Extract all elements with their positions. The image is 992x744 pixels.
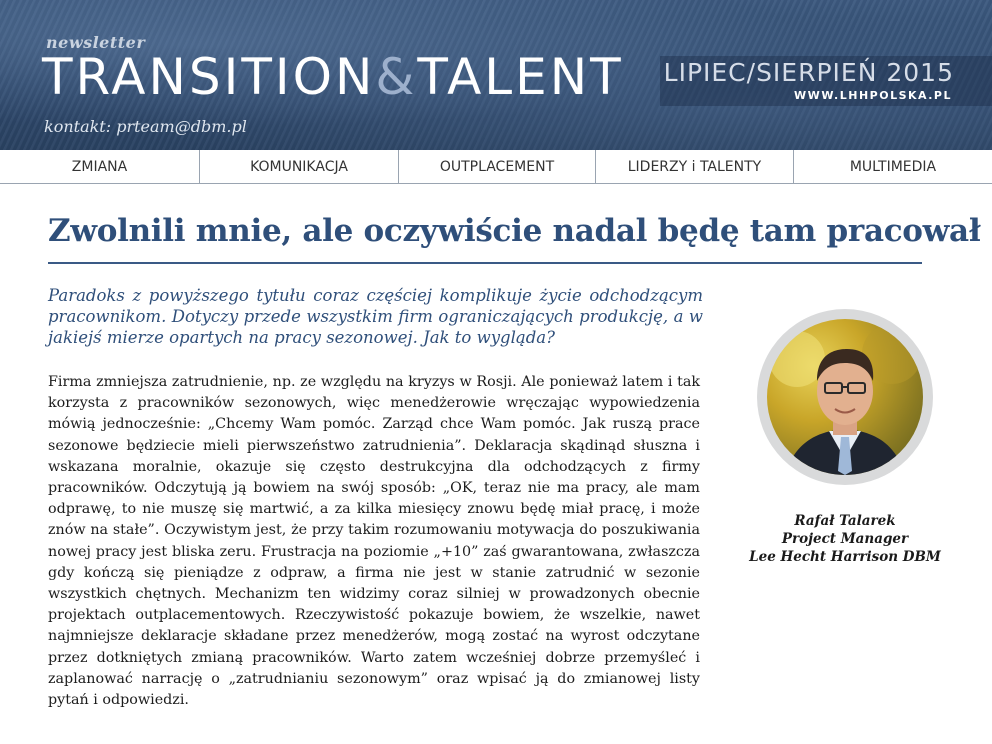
author-company: Lee Hecht Harrison DBM [749,549,941,565]
brand-logo [42,50,624,104]
author-name: Rafał Talarek [794,513,896,529]
brand-part-2: TALENT [417,48,624,106]
article-lead: Paradoks z powyższego tytułu coraz częściej komplikuje życie odchodzącym pracownikom. Dotyczy przede wszystkim firm ograniczających produkcję, a w jakiejś mierze opartych na pracy sezonowej. Jak to wygląda? [48,286,703,347]
author-photo-frame [757,309,933,485]
author-portrait [767,319,923,475]
title-divider [48,262,922,264]
masthead [0,0,992,150]
website-link[interactable]: WWW.LHHPOLSKA.PL [794,89,952,102]
nav-item-multimedia[interactable]: MULTIMEDIA [849,158,937,175]
article-body: Firma zmniejsza zatrudnienie, np. ze względu na kryzys w Rosji. Ale ponieważ latem i tak korzysta z pracowników sezonowych, więc menedżerowie wręczając wypowiedzenia mówią jednocześnie: „Chcemy Wam pomóc. Zarząd chce Wam pomóc. Jak ruszą prace sezonowe będziecie mieli pierwszeństwo zatrudnienia”. Deklaracja skądinąd słuszna i wskazana moralnie, okazuje się często destrukcyjna dla odchodzących z firmy pracowników. Odczytują ją bowiem na swój sposób: „OK, teraz nie ma pracy, ale mam odprawę, to nie muszę się martwić, a za kilka miesięcy znowu będę miał pracę, i może znów na stałe”. Oczywistym jest, że przy takim rozumowaniu motywacja do poszukiwania nowej pracy jest bliska zeru. Frustracja na poziomie „+10” zaś gwarantowana, zwłaszcza gdy kończą się pieniądze z odpraw, a firma nie jest w stanie zatrudnić w sezonie wszystkich chętnych. Mechanizm ten widzimy coraz silniej w prowadzonych obecnie projektach outplacementowych. Rzeczywistość pokazuje bowiem, że wszelkie, nawet najmniejsze deklaracje składane przez menedżerów, mogą zostać na wyrost odczytane przez dotkniętych zmianą pracowników. Warto zatem wcześniej dobrze przemyśleć i zaplanować narrację o „zatrudnianiu sezonowym” oraz wpisać ją do zmianowej listy pytań i odpowiedzi. [48,374,700,709]
portrait-illustration [767,319,923,475]
nav-item-liderzy-i-talenty[interactable]: LIDERZY i TALENTY [596,150,794,183]
main-nav [0,150,992,184]
author-role: Project Manager [781,531,909,547]
contact-email[interactable]: kontakt: prteam@dbm.pl [44,117,247,136]
nav-item-komunikacja[interactable]: KOMUNIKACJA [200,150,399,183]
article-title: Zwolnili mnie, ale oczywiście nadal będę tam pracował [48,213,981,249]
nav-item-zmiana[interactable]: ZMIANA [0,150,200,183]
edition-date: LIPIEC/SIERPIEŃ 2015 [663,58,954,87]
author-credit [742,512,948,566]
nav-item-outplacement[interactable]: OUTPLACEMENT [399,150,596,183]
newsletter-label: newsletter [46,33,146,52]
brand-ampersand: & [375,48,418,106]
brand-part-1: TRANSITION [42,48,376,106]
